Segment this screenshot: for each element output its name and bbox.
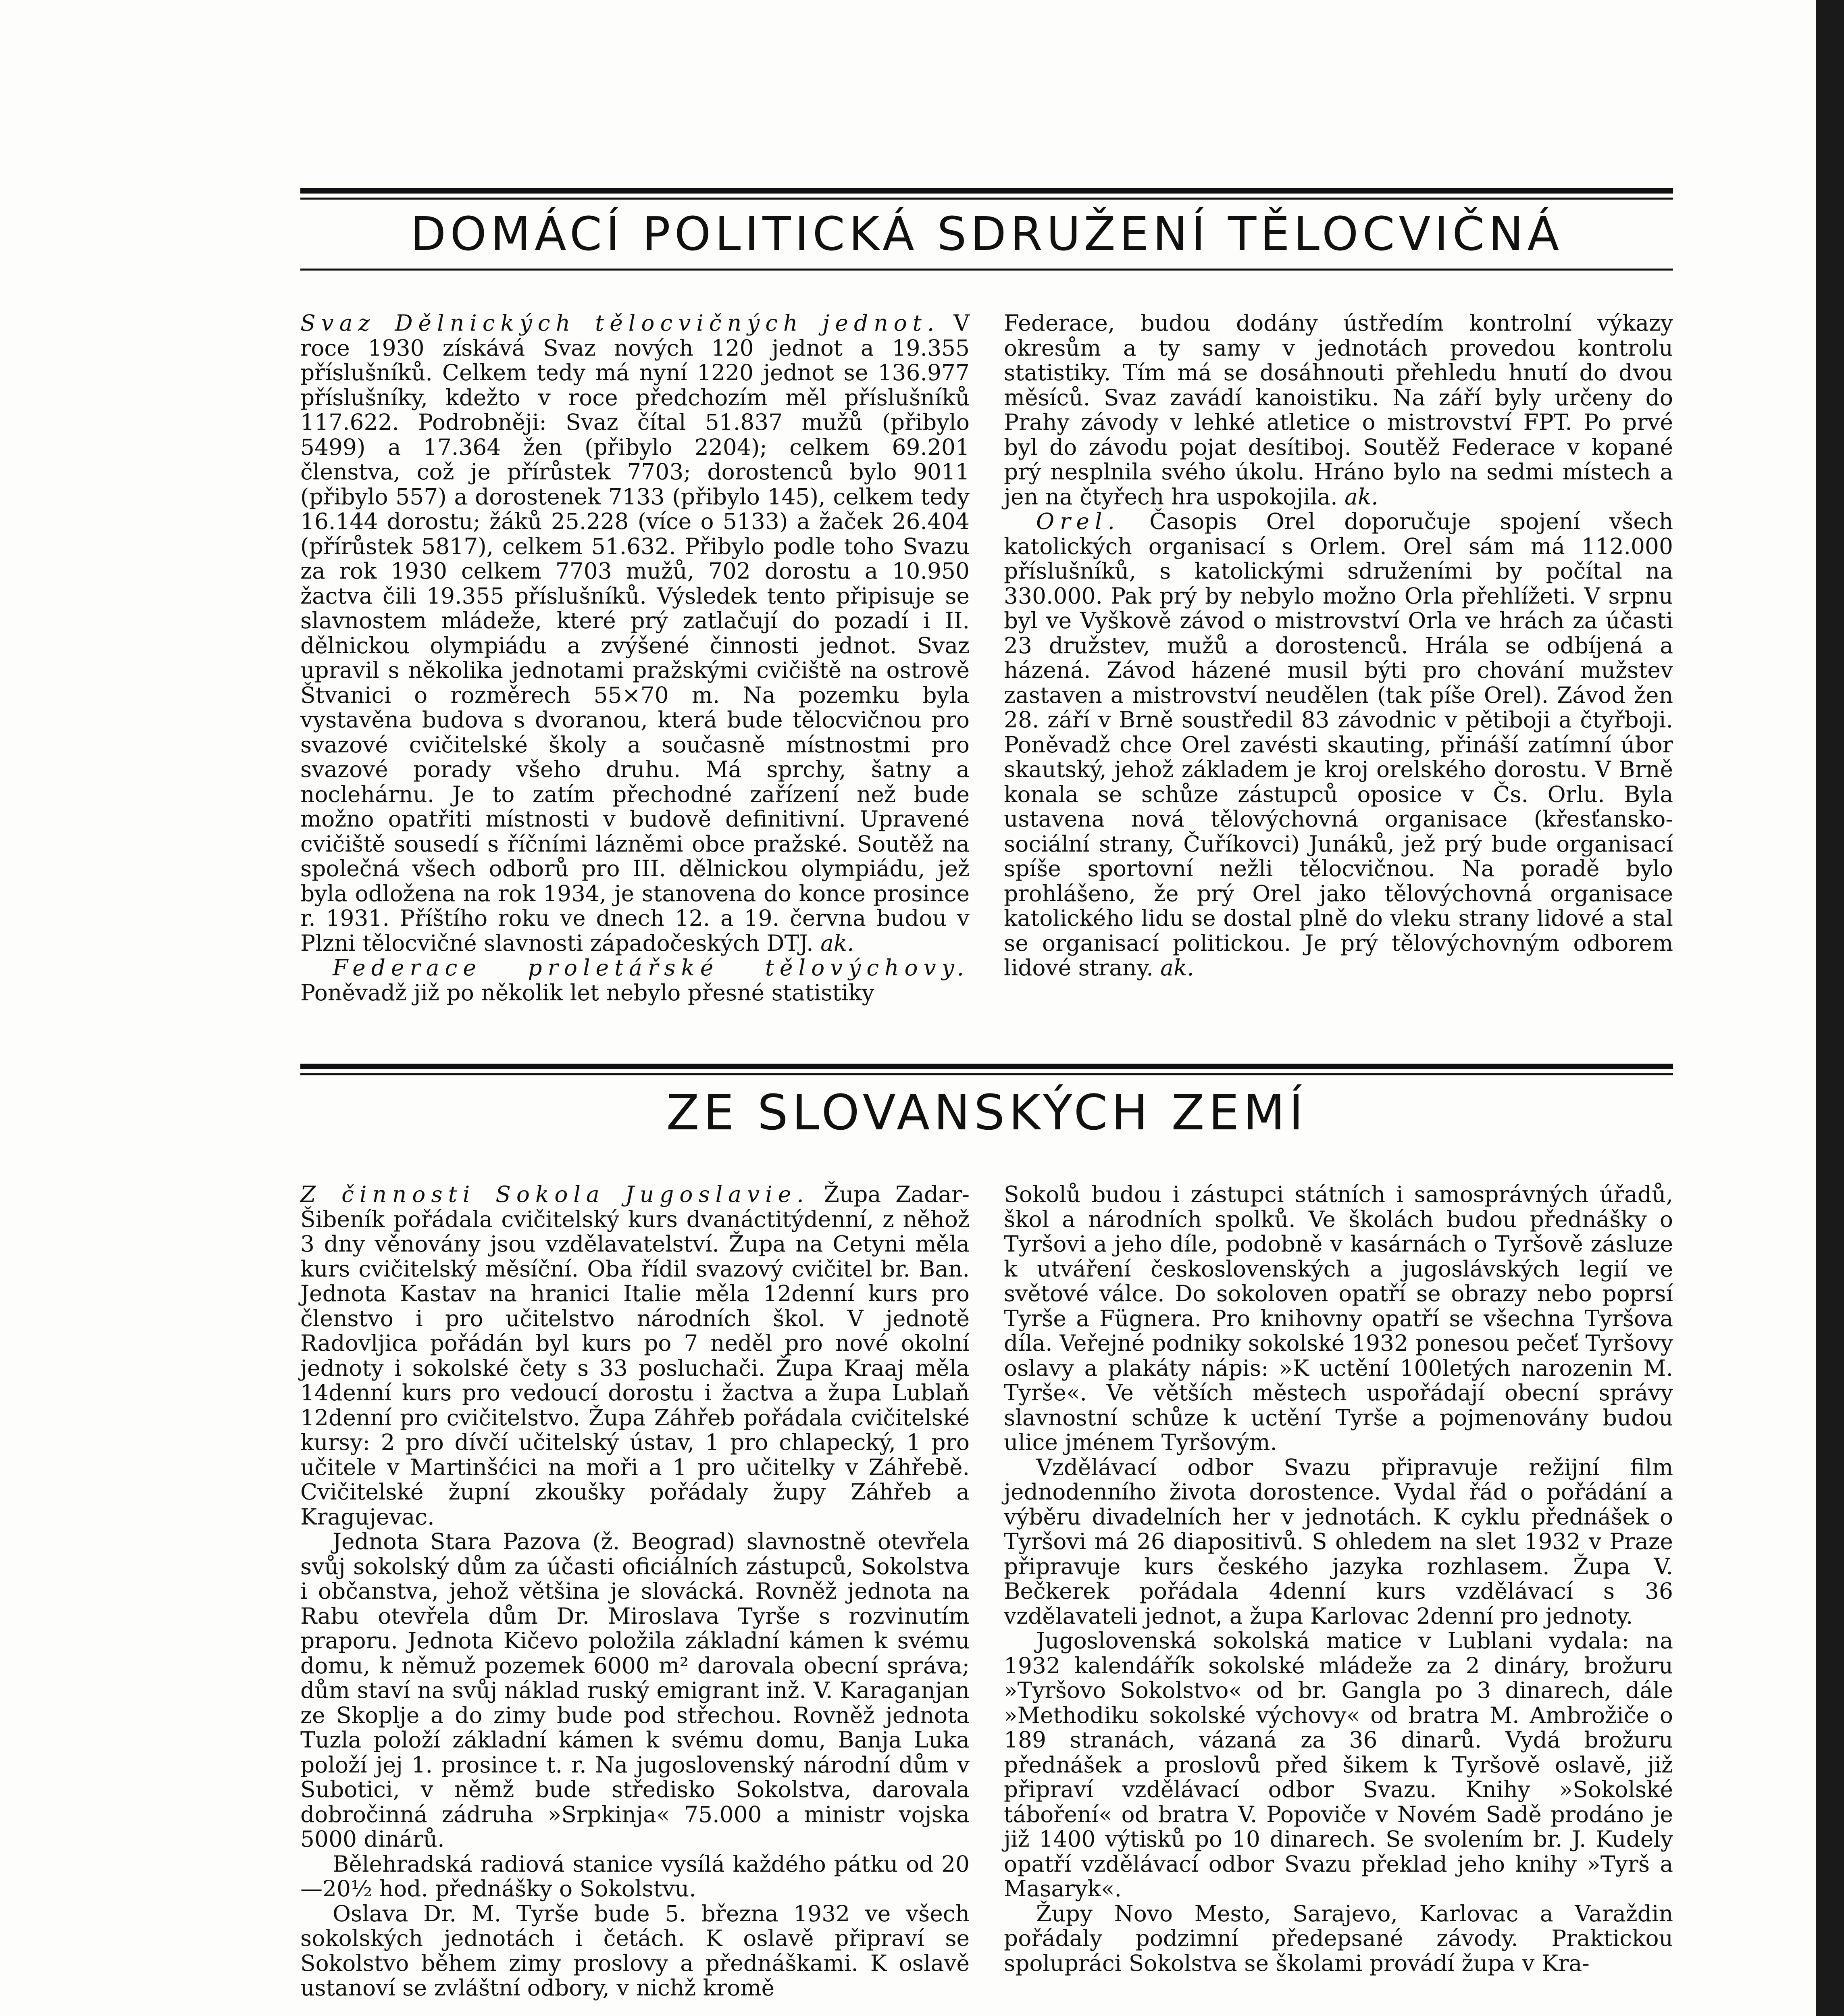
paragraph-text: Župy Novo Mesto, Sarajevo, Karlovac a Varaždin pořádaly podzimní předepsané závody. Praktickou spolupráci Sokolstva se školami provádí župa v Kra-	[1004, 1900, 1673, 1976]
paragraph-text: Vzdělávací odbor Svazu připravuje režijní film jednodenního života dorostence. Vydal řád o pořádání a výběru divadelních her v jednotách. K cyklu přednášek o Tyršovi má 26 diapositivů. S ohledem na slet 1932 v Praze připravuje kurs českého jazyka rozhlasem. Župa V. Bečkerek pořádala 4denní kurs vzdělávací s 36 vzdělavateli jednot, a župa Karlovac 2denní pro jednoty.	[1004, 1454, 1673, 1629]
column-left	[300, 311, 970, 1005]
column-left	[300, 1182, 970, 2001]
author-signature: ak.	[1160, 955, 1194, 981]
scan-edge	[1816, 0, 1844, 2016]
section-heading: ZE SLOVANSKÝCH ZEMÍ	[666, 1085, 1307, 1141]
paragraph-text: Poněvadž již po několik let nebylo přesné statistiky	[300, 979, 874, 1006]
paragraph-lead: Orel.	[1036, 508, 1121, 534]
paragraph	[1004, 1182, 1673, 1455]
paragraph	[1004, 509, 1673, 981]
paragraph-lead: Z činnosti Sokola Jugoslavie.	[300, 1181, 810, 1207]
paragraph-text: Jednota Stara Pazova (ž. Beograd) slavnostně otevřela svůj sokolský dům za účasti oficiálních zástupců, Sokolstva i občanstva, jehož většina je slovácká. Rovněž jednota na Rabu otevřela dům Dr. Miroslava Tyrše s rozvinutím praporu. Jednota Kičevo položila základní kámen k svému domu, k němuž pozemek 6000 m² darovala obecní správa; dům staví na svůj náklad ruský emigrant inž. V. Karaganjan ze Skoplje a do zimy bude pod střechou. Rovněž jednota Tuzla položí základní kámen k svému domu, Banja Luka položí jej 1. prosince t. r. Na jugoslovenský národní dům v Subotici, v němž bude středisko Sokolstva, darovala dobročinná zádruha »Srpkinja« 75.000 a ministr vojska 5000 dinárů.	[300, 1529, 970, 1852]
section-heading: DOMÁCÍ POLITICKÁ SDRUŽENÍ TĚLOCVIČNÁ	[410, 207, 1563, 261]
section-domestic	[300, 188, 1673, 1014]
paragraph-text: Jugoslovenská sokolská matice v Lublani vydala: na 1932 kalendářík sokolské mládeže za 2 dináry, brožuru »Tyršovo Sokolstvo« od br. Gangla po 3 dinarech, dále »Methodiku sokolské výchovy« od bratra M. Ambrožiče o 189 stranách, vázaná za 36 dinarů. Vydá brožuru přednášek a proslovů před šikem k Tyršově oslavě, již připraví vzdělávací odbor Svazu. Knihy »Sokolské táboření« od bratra V. Popoviče v Novém Sadě prodáno je již 1400 výtisků po 10 dinarech. Se svolením br. J. Kudely opatří vzdělávací odbor Svazu překlad jeho knihy »Tyrš a Masaryk«.	[1004, 1628, 1673, 1901]
paragraph	[300, 311, 970, 956]
heading-top-rule-thin	[300, 198, 1673, 200]
paragraph	[1004, 1901, 1673, 1976]
paragraph-lead: Svaz Dělnických tělocvičných jednot.	[300, 310, 940, 336]
author-signature: ak.	[820, 930, 854, 956]
section-slavic	[300, 1064, 1673, 2016]
paragraph-text: Župa Zadar-Šibeník pořádala cvičitelský kurs dvanáctitýdenní, z něhož 3 dny věnovány jsou vzdělavatelství. Župa na Cetyni měla kurs cvičitelský měsíční. Oba řídil svazový cvičitel br. Ban. Jednota Kastav na hranici Italie měla 12denní kurs pro členstvo i pro učitelstvo národních škol. V jednotě Radovljica pořádán byl kurs po 7 neděl pro nové okolní jednoty i sokolské čety s 33 posluchači. Župa Kraaj měla 14denní kurs pro vedoucí dorostu i žactva a župa Lublaň 12denní pro cvičitelstvo. Župa Záhřeb pořádala cvičitelské kursy: 2 pro dívčí učitelský ústav, 1 pro chlapecký, 1 pro učitele v Martinšćici na moři a 1 pro učitelky v Záhřebě. Cvičitelské župní zkoušky pořádaly župy Záhřeb a Kragujevac.	[300, 1181, 970, 1530]
paragraph-text: Bělehradská radiová stanice vysílá každého pátku od 20—20½ hod. přednášky o Sokolstvu.	[300, 1851, 970, 1901]
column-right	[1004, 311, 1673, 981]
heading-bottom-rule	[300, 269, 1673, 271]
paragraph	[300, 1529, 970, 1852]
heading-top-rule	[300, 188, 1673, 194]
paragraph	[300, 956, 970, 1005]
column-right	[1004, 1182, 1673, 1976]
paragraph-lead: Federace proletářské tělovýchovy.	[333, 955, 970, 981]
paragraph	[1004, 311, 1673, 509]
paragraph-text: Oslava Dr. M. Tyrše bude 5. března 1932 ve všech sokolských jednotách i četách. K oslavě připraví se Sokolstvo během zimy proslovy a přednáškami. K oslavě ustanoví se zvláštní odbory, v nichž kromě	[300, 1900, 970, 2001]
paragraph-text: Časopis Orel doporučuje spojení všech katolických organisací s Orlem. Orel sám má 112.000 příslušníků, s katolickými sdruženími by počítal na 330.000. Pak prý by nebylo možno Orla přehlížeti. V srpnu byl ve Vyškově závod o mistrovství Orla ve hrách za účasti 23 družstev, mužů a dorostenců. Hrála se odbíjená a házená. Závod házené musil býti pro chování mužstev zastaven a mistrovství neudělen (tak píše Orel). Závod žen 28. září v Brně soustředil 83 závodnic v pětiboji a čtyřboji. Poněvadž chce Orel zavésti skauting, přináší zatímní úbor skautský, jehož základem je kroj orelského dorostu. V Brně konala se schůze zástupců oposice v Čs. Orlu. Byla ustavena nová tělovýchovná organisace (křesťansko-sociální strany, Čuříkovci) Junáků, jež prý bude organisací spíše sportovní nežli tělocvičnou. Na poradě bylo prohlášeno, že prý Orel jako tělovýchovná organisace katolického lidu se dostal plně do vleku strany lidové a stal se organisací politickou. Je prý tělovýchovným odborem lidové strany.	[1004, 508, 1673, 981]
paragraph-text: Federace, budou dodány ústředím kontrolní výkazy okresům a ty samy v jednotách provedou kontrolu statistiky. Tím má se dosáhnouti přehledu hnutí do dvou měsíců. Svaz zavádí kanoistiku. Na září byly určeny do Prahy závody v lehké atletice o mistrovství FPT. Po prvé byl do závodu pojat desítiboj. Soutěž Federace v kopané prý nesplnila svého úkolu. Hráno bylo na sedmi místech a jen na čtyřech hra uspokojila.	[1004, 310, 1673, 510]
paragraph	[300, 1852, 970, 1901]
author-signature: ak.	[1344, 483, 1378, 510]
paragraph	[1004, 1455, 1673, 1629]
paragraph	[300, 1901, 970, 2001]
paragraph-text: V roce 1930 získává Svaz nových 120 jednot a 19.355 příslušníků. Celkem tedy má nyní 1220 jednot se 136.977 příslušníky, kdežto v roce předchozím měl příslušníků 117.622. Podrobněji: Svaz čítal 51.837 mužů (přibylo 5499) a 17.364 žen (přibylo 2204); celkem 69.201 členstva, což je přírůstek 7703; dorostenců bylo 9011 (přibylo 557) a dorostenek 7133 (přibylo 145), celkem tedy 16.144 dorostu; žáků 25.228 (více o 5133) a žaček 26.404 (přírůstek 5817), celkem 51.632. Přibylo podle toho Svazu za rok 1930 celkem 7703 mužů, 702 dorostu a 10.950 žactva čili 19.355 příslušníků. Výsledek tento připisuje se slavnostem mládeže, které prý zatlačují do pozadí i II. dělnickou olympiádu a zvýšené činnosti jednot. Svaz upravil s několika jednotami pražskými cvičiště na ostrově Štvanici o rozměrech 55×70 m. Na pozemku byla vystavěna budova s dvoranou, která bude tělocvičnou pro svazové cvičitelské školy a současně místnostmi pro svazové porady všeho druhu. Má sprchy, šatny a noclehárnu. Je to zatím přechodné zařízení než bude možno opatřiti místnosti v budově definitivní. Upravené cvičiště sousedí s říčními lázněmi obce pražské. Soutěž na společná všech odborů pro III. dělnickou olympiádu, jež byla odložena na rok 1934, je stanovena do konce prosince r. 1931. Příštího roku ve dnech 12. a 19. června budou v Plzni tělocvičné slavnosti západočeských DTJ.	[300, 310, 970, 956]
heading-top-rule-thin	[300, 1073, 1673, 1075]
paragraph	[1004, 1629, 1673, 1901]
heading-top-rule	[300, 1064, 1673, 1069]
paragraph-text: Sokolů budou i zástupci státních i samosprávných úřadů, škol a národních spolků. Ve školách budou přednášky o Tyršovi a jeho díle, podobně v kasárnách o Tyršově zásluze k utváření československých a jugoslávských legií ve světové válce. Do sokoloven opatří se obrazy nebo poprsí Tyrše a Fügnera. Pro knihovny opatří se všechna Tyršova díla. Veřejné podniky sokolské 1932 ponesou pečeť Tyršovy oslavy a plakáty nápis: »K uctění 100letých narozenin M. Tyrše«. Ve větších městech uspořádají obecní správy slavnostní schůze k uctění Tyrše a pojmenovány budou ulice jménem Tyršovým.	[1004, 1181, 1673, 1455]
paragraph	[300, 1182, 970, 1529]
